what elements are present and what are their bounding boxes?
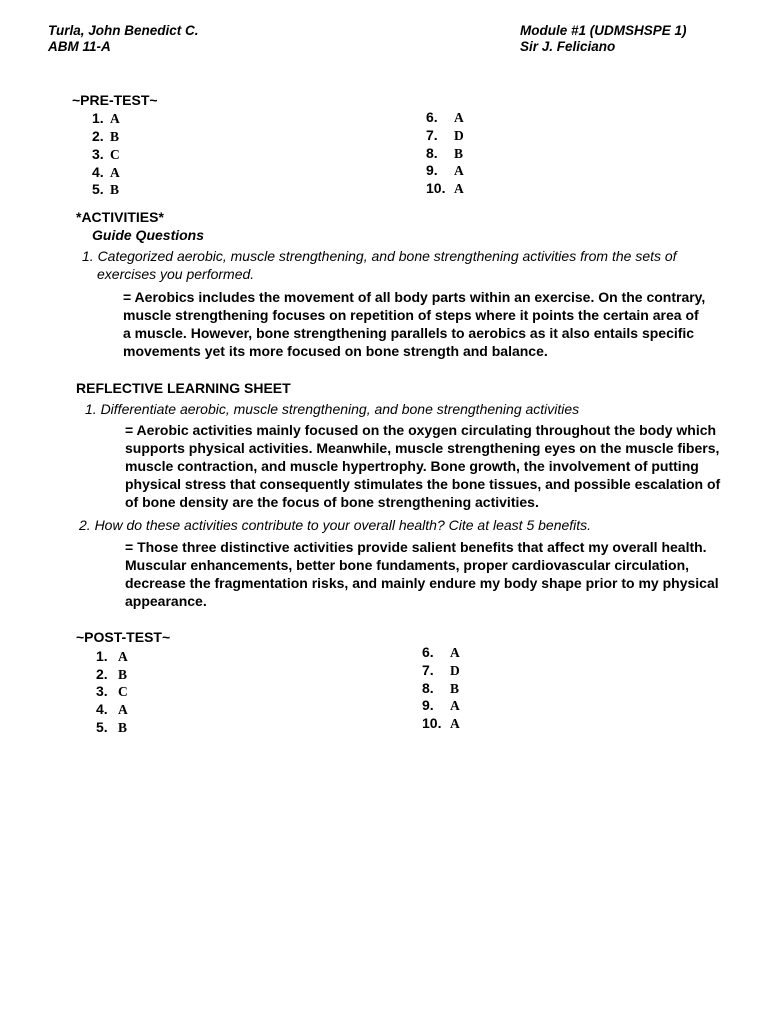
reflective-question-2: 2. How do these activities contribute to your overall health? Cite at least 5 benefits. xyxy=(79,517,592,533)
pretest-item: 6. A xyxy=(426,109,464,125)
activities-question-1: 1. Categorized aerobic, muscle strengthening, and bone strengthening activities from the sets of xyxy=(82,248,677,264)
student-name: Turla, John Benedict C. xyxy=(48,23,199,38)
answer-line: appearance. xyxy=(125,593,207,609)
answer-line: = Those three distinctive activities provide salient benefits that affect my overall health. xyxy=(125,539,707,555)
pretest-item: 1. A xyxy=(92,110,120,126)
posttest-item: 10. A xyxy=(422,715,460,731)
answer-line: movements yet its more focused on bone strength and balance. xyxy=(123,343,548,359)
posttest-item: 2. B xyxy=(96,666,128,682)
posttest-item: 1. A xyxy=(96,648,128,664)
reflective-title: REFLECTIVE LEARNING SHEET xyxy=(76,380,291,396)
pretest-item: 10. A xyxy=(426,180,464,196)
reflective-question-1: 1. Differentiate aerobic, muscle strengthening, and bone strengthening activities xyxy=(85,401,580,417)
student-strand: ABM 11-A xyxy=(48,39,111,54)
pretest-item: 7. D xyxy=(426,127,464,143)
answer-line: a muscle. However, bone strengthening parallels to aerobics as it also entails specific xyxy=(123,325,695,341)
activities-title: *ACTIVITIES* xyxy=(76,209,164,225)
answer-line: muscle contraction, and muscle hypertrophy. Bone growth, the involvement of putting xyxy=(125,458,699,474)
answer-line: supports physical activities. Meanwhile, muscle strengthening eyes on the muscle fibers, xyxy=(125,440,720,456)
posttest-item: 8. B xyxy=(422,680,460,696)
posttest-item: 3. C xyxy=(96,683,128,699)
answer-line: = Aerobics includes the movement of all body parts within an exercise. On the contrary, xyxy=(123,289,706,305)
answer-line: decrease the fragmentation risks, and mainly endure my body shape prior to my physical xyxy=(125,575,719,591)
answer-line: of bone density are the focus of bone strengthening activities. xyxy=(125,494,539,510)
pretest-title: ~PRE-TEST~ xyxy=(72,92,158,108)
posttest-title: ~POST-TEST~ xyxy=(76,629,171,645)
reflective-answer-2 xyxy=(125,538,719,610)
activities-answer-1 xyxy=(123,288,705,360)
pretest-item: 2. B xyxy=(92,128,120,144)
module-label: Module #1 (UDMSHSPE 1) xyxy=(520,23,687,38)
answer-line: physical stress that consequently stimulates the bone tissues, and possible escalation of xyxy=(125,476,721,492)
pretest-item: 4. A xyxy=(92,164,120,180)
answer-line: Muscular enhancements, better bone fundaments, proper cardiovascular circulation, xyxy=(125,557,690,573)
posttest-item: 7. D xyxy=(422,662,460,678)
reflective-answer-1 xyxy=(125,421,720,511)
guide-questions-heading: Guide Questions xyxy=(92,227,205,243)
pretest-item: 8. B xyxy=(426,145,464,161)
posttest-item: 9. A xyxy=(422,697,460,713)
pretest-item: 3. C xyxy=(92,146,120,162)
teacher-name: Sir J. Feliciano xyxy=(520,39,616,54)
answer-line: muscle strengthening focuses on repetition of steps where it points the certain area of xyxy=(123,307,699,323)
posttest-item: 6. A xyxy=(422,644,460,660)
posttest-item: 5. B xyxy=(96,719,128,735)
pretest-item: 5. B xyxy=(92,181,120,197)
pretest-item: 9. A xyxy=(426,162,464,178)
posttest-item: 4. A xyxy=(96,701,128,717)
activities-question-1-cont: exercises you performed. xyxy=(97,266,255,282)
answer-line: = Aerobic activities mainly focused on the oxygen circulating throughout the body which xyxy=(125,422,717,438)
